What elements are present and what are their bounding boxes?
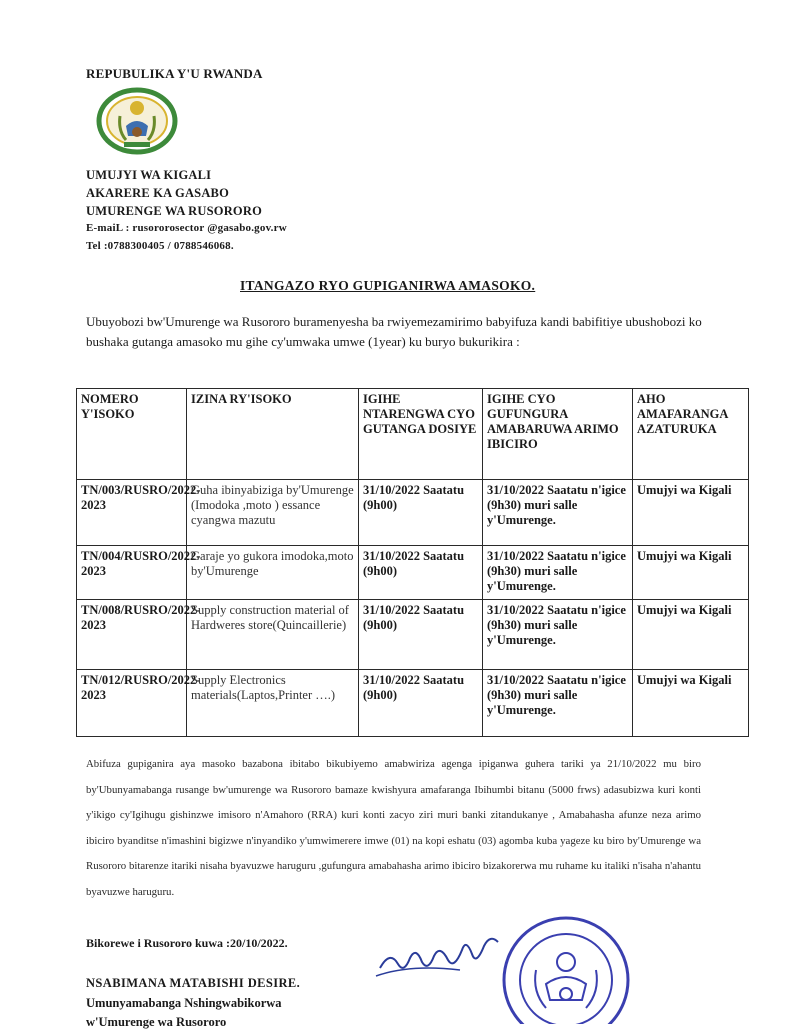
- closing-paragraph: Abifuza gupiganira aya masoko bazabona ibitabo bikubiyemo amabwiriza agenga ipiganwa guhera tariki ya 21/10/2022 mu biro by'Ubunyamabanga rusange bw'umurenge wa Rusororo bamaze kwishyura amafaranga Ibihumbi bitanu (5000 frws) adasubizwa kuri konti y'ikigo cy'Igihugu gishinzwe imisoro n'Amahoro (RRA) kuri konti zacyo ziri muri banki zitandukanye , Amabahasha afunze neza arimo ibiciro byanditse n'imashini bigizwe n'inyandiko y'umwimerere imwe (01) na kopi eshatu (03) agomba kuba yageze ku biro by'Umurenge wa Rusororo bitarenze itariki nisaha byavuzwe haruguru ,gufungura amabahasha arimo ibiciro bizakorerwa mu ruhame ku italiki n'isaha n'ahantu byavuzwe haruguru.: [86, 758, 701, 898]
- table-row: [77, 546, 749, 600]
- tender-opening: 31/10/2022 Saatatu n'igice (9h30) muri salle y'Umurenge.: [483, 670, 633, 737]
- header-deadline: IGIHE NTARENGWA CYO GUTANGA DOSIYE: [359, 389, 483, 480]
- table-row: [77, 670, 749, 737]
- signed-date: Bikorewe i Rusororo kuwa :20/10/2022.: [86, 936, 288, 950]
- tender-name: Garaje yo gukora imodoka,moto by'Umurenge: [187, 546, 359, 600]
- coat-of-arms-icon: [96, 86, 178, 156]
- notice-title: ITANGAZO RYO GUPIGANIRWA AMASOKO.: [240, 278, 536, 293]
- tender-opening: 31/10/2022 Saatatu n'igice (9h30) muri salle y'Umurenge.: [483, 600, 633, 670]
- tender-number: TN/008/RUSRO/2022-2023: [77, 600, 187, 670]
- signer-role-sector: w'Umurenge wa Rusororo: [86, 1015, 227, 1029]
- tender-name: Supply construction material of Hardweres store(Quincaillerie): [187, 600, 359, 670]
- tender-opening: 31/10/2022 Saatatu n'igice (9h30) muri salle y'Umurenge.: [483, 480, 633, 546]
- email-line: E-maiL : rusororosector @gasabo.gov.rw: [86, 222, 287, 234]
- header-funding: AHO AMAFARANGA AZATURUKA: [633, 389, 749, 480]
- tender-name: Guha ibinyabiziga by'Umurenge (Imodoka ,moto ) essance cyangwa mazutu: [187, 480, 359, 546]
- tender-deadline: 31/10/2022 Saatatu (9h00): [359, 480, 483, 546]
- tender-funding: Umujyi wa Kigali: [633, 546, 749, 600]
- table-header-row: [77, 389, 749, 480]
- signer-name: NSABIMANA MATABISHI DESIRE.: [86, 976, 301, 990]
- city-name: UMUJYI WA KIGALI: [86, 168, 212, 182]
- tender-deadline: 31/10/2022 Saatatu (9h00): [359, 546, 483, 600]
- tender-funding: Umujyi wa Kigali: [633, 600, 749, 670]
- table-row: [77, 480, 749, 546]
- tender-opening: 31/10/2022 Saatatu n'igice (9h30) muri salle y'Umurenge.: [483, 546, 633, 600]
- tender-name: Supply Electronics materials(Laptos,Printer ….): [187, 670, 359, 737]
- header-name: IZINA RY'ISOKO: [187, 389, 359, 480]
- tender-number: TN/003/RUSRO/2022-2023: [77, 480, 187, 546]
- header-opening: IGIHE CYO GUFUNGURA AMABARUWA ARIMO IBICIRO: [483, 389, 633, 480]
- sector-name: UMURENGE WA RUSORORO: [86, 204, 263, 218]
- tender-funding: Umujyi wa Kigali: [633, 480, 749, 546]
- official-stamp-icon: [488, 900, 638, 1024]
- tender-deadline: 31/10/2022 Saatatu (9h00): [359, 600, 483, 670]
- intro-paragraph: Ubuyobozi bw'Umurenge wa Rusororo buramenyesha ba rwiyemezamirimo babyifuza kandi babifitiye ubushobozi ko bushaka gutanga amasoko mu gihe cy'umwaka umwe (1year) ku buryo bukurikira :: [86, 314, 702, 349]
- phone-line: Tel :0788300405 / 0788546068.: [86, 240, 234, 252]
- tender-table: [76, 388, 749, 737]
- table-row: [77, 600, 749, 670]
- header-number: NOMERO Y'ISOKO: [77, 389, 187, 480]
- republic-title: REPUBULIKA Y'U RWANDA: [86, 66, 263, 81]
- tender-number: TN/004/RUSRO/2022-2023: [77, 546, 187, 600]
- tender-funding: Umujyi wa Kigali: [633, 670, 749, 737]
- tender-number: TN/012/RUSRO/2022-2023: [77, 670, 187, 737]
- district-name: AKARERE KA GASABO: [86, 186, 230, 200]
- signer-role: Umunyamabanga Nshingwabikorwa: [86, 996, 282, 1010]
- tender-deadline: 31/10/2022 Saatatu (9h00): [359, 670, 483, 737]
